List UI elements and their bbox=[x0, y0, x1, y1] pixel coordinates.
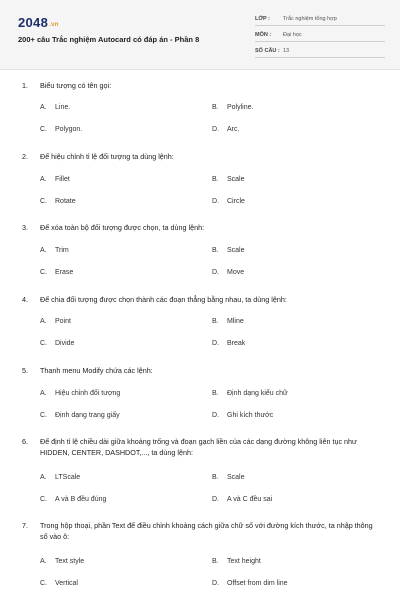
question-number: 2. bbox=[22, 152, 28, 161]
option-text: Rotate bbox=[55, 198, 76, 205]
option-text: Vertical bbox=[55, 580, 78, 587]
question-text: Để hiệu chỉnh tỉ lệ đối tượng ta dùng lệnh: bbox=[40, 152, 174, 161]
option-letter: A. bbox=[40, 390, 47, 397]
header bbox=[0, 0, 400, 70]
question-text: Để định tỉ lệ chiều dài giữa khoảng trống và đoạn gạch liền của các dạng đường không liên tục như HIDDEN, CENTER, DASHDOT,..., ta dùng lệnh: bbox=[40, 437, 357, 457]
question-text: Biểu tượng có tên gọi: bbox=[40, 81, 112, 90]
option-text: Polygon. bbox=[55, 126, 83, 133]
option-letter: B. bbox=[212, 176, 219, 183]
option-letter: D. bbox=[212, 340, 219, 347]
site-logo[interactable] bbox=[18, 15, 59, 30]
question-number: 1. bbox=[22, 81, 28, 90]
option-letter: B. bbox=[212, 247, 219, 254]
option-letter: C. bbox=[40, 496, 47, 503]
question-number: 6. bbox=[22, 437, 28, 446]
option-letter: D. bbox=[212, 412, 219, 419]
question-text: Để xóa toàn bộ đối tượng được chọn, ta dùng lệnh: bbox=[40, 223, 205, 232]
option-text: Line. bbox=[55, 104, 71, 111]
option-text: Scale bbox=[227, 247, 245, 254]
option-text: Fillet bbox=[55, 176, 70, 183]
option-letter: A. bbox=[40, 247, 47, 254]
option-text: A và C đều sai bbox=[227, 496, 273, 503]
option-text: Ghi kích thước bbox=[227, 412, 274, 419]
option-text: Hiệu chỉnh đối tượng bbox=[55, 390, 121, 397]
option-letter: B. bbox=[212, 558, 219, 565]
meta-value: 13 bbox=[283, 48, 290, 54]
option-text: Circle bbox=[227, 198, 245, 205]
meta-key: LỚP : bbox=[255, 16, 270, 22]
option-letter: C. bbox=[40, 269, 47, 276]
meta-class bbox=[255, 12, 385, 26]
option-text: Trim bbox=[55, 247, 69, 254]
option-text: Divide bbox=[55, 340, 75, 347]
logo-tld: .vn bbox=[49, 22, 59, 28]
option-letter: A. bbox=[40, 176, 47, 183]
option-letter: A. bbox=[40, 474, 47, 481]
question-number: 7. bbox=[22, 521, 28, 530]
option-letter: A. bbox=[40, 104, 47, 111]
option-text: Break bbox=[227, 340, 246, 347]
meta-value: Đại học bbox=[283, 32, 302, 38]
option-letter: C. bbox=[40, 412, 47, 419]
question-text: Trong hộp thoại, phần Text để điều chỉnh khoảng cách giữa chữ số với đường kích thước, ta nhập thông số vào ô: bbox=[40, 521, 373, 541]
question-number: 5. bbox=[22, 366, 28, 375]
option-text: A và B đều đúng bbox=[55, 496, 107, 503]
option-text: Arc. bbox=[227, 126, 240, 133]
option-letter: A. bbox=[40, 318, 47, 325]
option-text: Scale bbox=[227, 474, 245, 481]
option-letter: D. bbox=[212, 198, 219, 205]
option-letter: B. bbox=[212, 104, 219, 111]
option-letter: D. bbox=[212, 126, 219, 133]
option-letter: B. bbox=[212, 474, 219, 481]
meta-key: MÔN : bbox=[255, 32, 272, 38]
option-text: Text style bbox=[55, 558, 85, 565]
meta-subject bbox=[255, 28, 385, 42]
option-letter: D. bbox=[212, 496, 219, 503]
meta-key: SỐ CÂU : bbox=[255, 48, 280, 54]
option-text: Point bbox=[55, 318, 71, 325]
option-text: Scale bbox=[227, 176, 245, 183]
question-number: 3. bbox=[22, 223, 28, 232]
option-letter: C. bbox=[40, 126, 47, 133]
option-letter: B. bbox=[212, 318, 219, 325]
option-letter: C. bbox=[40, 198, 47, 205]
option-text: Polyline. bbox=[227, 104, 254, 111]
option-text: Text height bbox=[227, 558, 261, 565]
option-text: LTScale bbox=[55, 474, 81, 481]
option-letter: C. bbox=[40, 340, 47, 347]
option-letter: A. bbox=[40, 558, 47, 565]
meta-value: Trắc nghiệm tổng hợp bbox=[283, 16, 337, 22]
option-text: Mline bbox=[227, 318, 244, 325]
document-title: 200+ câu Trắc nghiệm Autocard có đáp án - Phần 8 bbox=[18, 35, 200, 44]
option-letter: D. bbox=[212, 580, 219, 587]
option-letter: C. bbox=[40, 580, 47, 587]
logo-main: 2048 bbox=[18, 15, 49, 30]
option-text: Offset from dim line bbox=[227, 580, 288, 587]
option-text: Định dạng kiểu chữ bbox=[227, 390, 288, 397]
question-text: Thanh menu Modify chứa các lệnh: bbox=[40, 366, 153, 375]
option-letter: D. bbox=[212, 269, 219, 276]
option-text: Định dạng trang giấy bbox=[55, 412, 120, 419]
question-number: 4. bbox=[22, 295, 28, 304]
option-text: Move bbox=[227, 269, 245, 276]
option-text: Erase bbox=[55, 269, 74, 276]
option-letter: B. bbox=[212, 390, 219, 397]
meta-count bbox=[255, 44, 385, 58]
question-text: Để chia đối tượng được chọn thành các đoạn thẳng bằng nhau, ta dùng lệnh: bbox=[40, 295, 287, 304]
